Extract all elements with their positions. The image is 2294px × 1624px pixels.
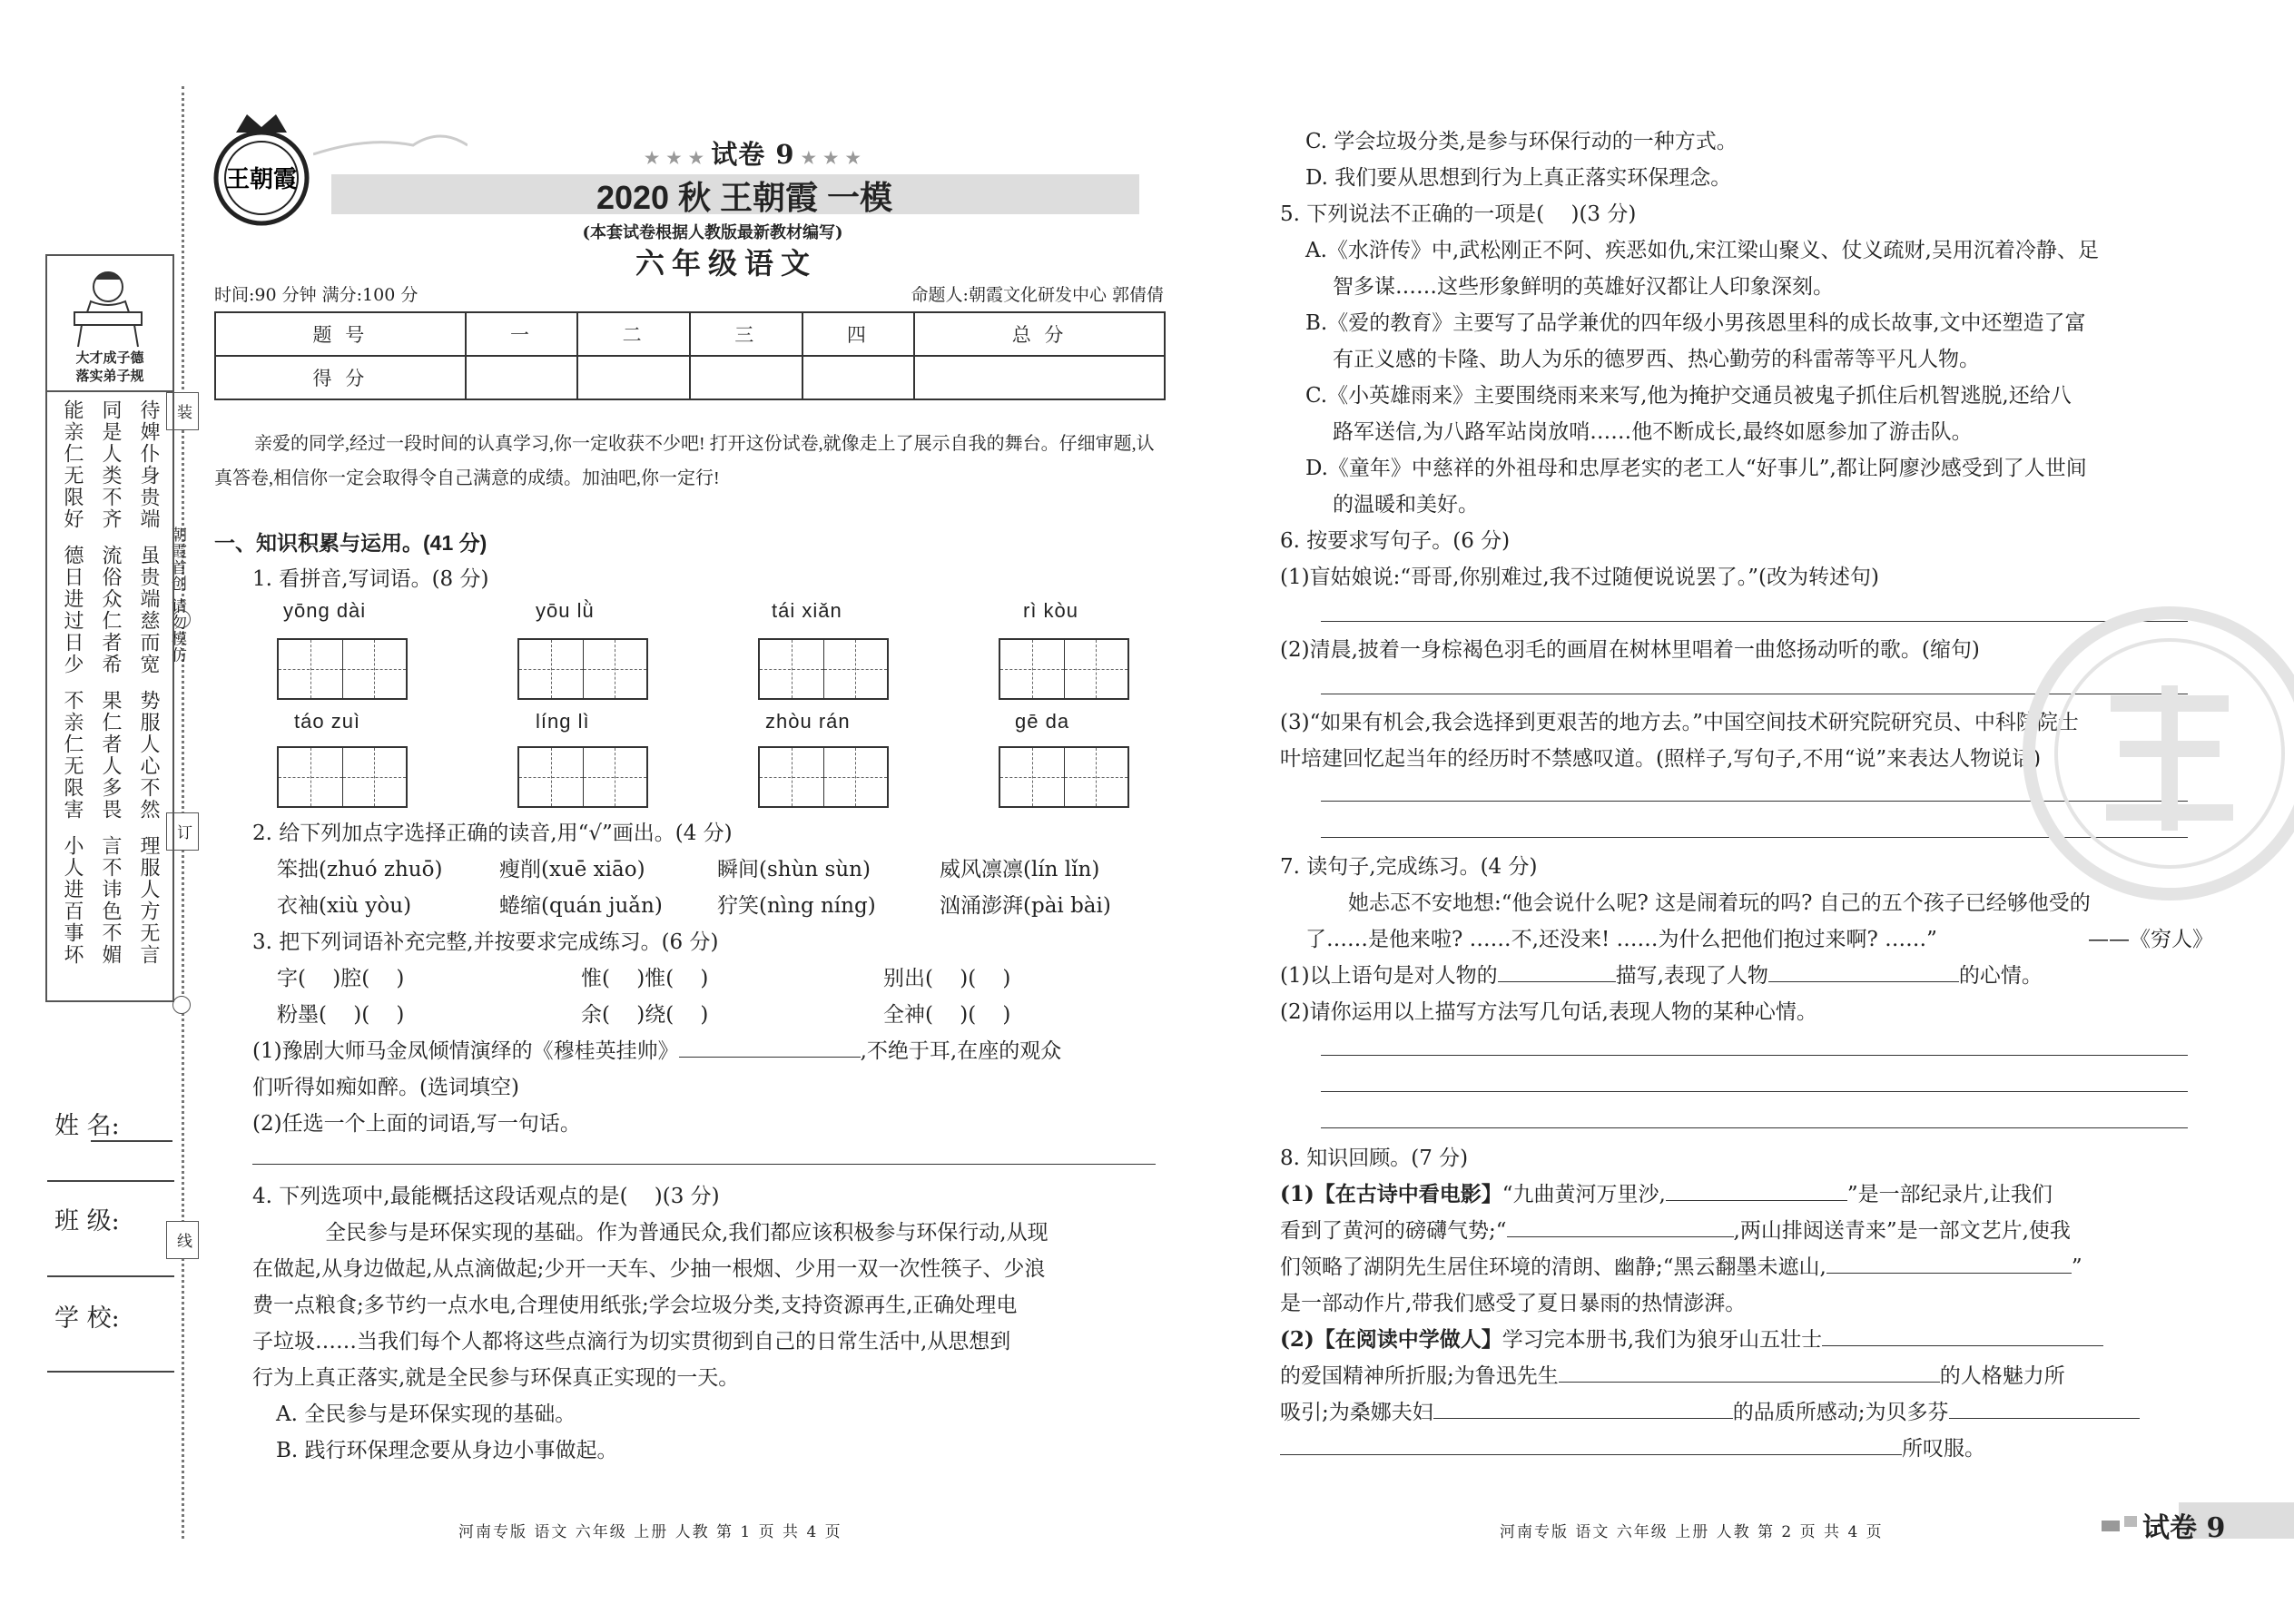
tianzige-box[interactable] [277, 746, 408, 808]
question-text: 所叹服。 [1902, 1437, 1985, 1461]
decor-block [2102, 1521, 2120, 1531]
quote-line: 了……是他来啦? ……不,还没来! ……为什么把他们抱过来啊? ……” [1305, 928, 1937, 951]
rule-column: 不亲仁无限害 [61, 690, 84, 821]
answer-line[interactable] [1321, 1055, 2188, 1056]
scholar-figure-illustration [47, 256, 169, 356]
pinyin-label: tái xiǎn [772, 599, 842, 622]
question-text: 描写,表现了人物 [1615, 964, 1768, 988]
score-table-cell: 三 [690, 312, 802, 356]
question-8: 8. 知识回顾。(7 分) [1280, 1147, 1469, 1170]
pinyin-label: líng lì [536, 710, 590, 733]
quote-line: 她忐忑不安地想:“他会说什么呢? 这是闹着玩的吗? 自己的五个孩子已经够他受的 [1348, 891, 2091, 915]
question-tag: (2)【在阅读中学做人】 [1280, 1327, 1502, 1352]
reading-choice[interactable]: 狞笑(nìng níng) [717, 894, 876, 918]
page-footer: 河南专版 语文 六年级 上册 人教 第 2 页 共 4 页 [1500, 1523, 1884, 1541]
score-table-cell: 得 分 [215, 356, 466, 399]
score-input-cell[interactable] [690, 356, 802, 399]
name-label: 姓 名: [54, 1112, 120, 1140]
fill-idiom[interactable]: 字( )腔( ) [277, 967, 405, 990]
reading-choice[interactable]: 蜷缩(quán juǎn) [499, 894, 663, 918]
fill-idiom[interactable]: 全神( )( ) [883, 1003, 1011, 1027]
question-text: “九曲黄河万里沙, [1501, 1183, 1666, 1206]
time-and-score: 时间:90 分钟 满分:100 分 [214, 285, 418, 305]
author-line: 命题人:朝霞文化研发中心 郭倩倩 [911, 285, 1164, 305]
score-input-cell[interactable] [802, 356, 915, 399]
option-a[interactable]: A. 全民参与是环保实现的基础。 [276, 1403, 576, 1426]
fill-idiom[interactable]: 余( )绕( ) [581, 1003, 709, 1027]
option-line: 智多谋……这些形象鲜明的英雄好汉都让人印象深刻。 [1333, 275, 1834, 299]
score-table-cell: 题 号 [215, 312, 466, 356]
name-line [47, 1180, 174, 1182]
answer-line[interactable] [1321, 1127, 2188, 1128]
option-line: 路军送信,为八路军站岗放哨……他不断成长,最终如愿参加了游击队。 [1333, 420, 1973, 444]
answer-line[interactable] [1321, 1091, 2188, 1092]
exam-number [645, 134, 861, 172]
decor-block [2124, 1516, 2137, 1527]
answer-blank[interactable] [1498, 981, 1616, 982]
answer-row [1280, 1213, 2197, 1249]
answer-blank[interactable] [1768, 981, 1959, 982]
brand-seal-logo [211, 111, 312, 229]
question-1: 1. 看拼音,写词语。(8 分) [252, 567, 489, 591]
passage-line: 费一点粮食;多节约一点水电,合理使用纸张;学会垃圾分类,支持资源再生,正确处理电 [252, 1294, 1018, 1317]
score-input-cell[interactable] [466, 356, 578, 399]
answer-line[interactable] [252, 1164, 1156, 1165]
star-icon: ★ ★ ★ [645, 149, 712, 168]
rule-column: 同是人类不齐 [99, 399, 122, 530]
ribbon-decoration [313, 118, 468, 172]
rule-column: 能亲仁无限好 [61, 399, 84, 530]
tianzige-box[interactable] [999, 746, 1129, 808]
reading-choice[interactable]: 瞬间(shùn sùn) [717, 858, 871, 881]
question-7-2: (2)请你运用以上描写方法写几句话,表现人物的某种心情。 [1280, 1000, 1817, 1024]
pinyin-label: yōng dài [283, 599, 367, 622]
rule-column: 待婢仆身贵端 [137, 399, 160, 530]
score-table-cell: 一 [466, 312, 578, 356]
question-text: 学习完本册书,我们为狼牙山五壮士 [1501, 1328, 1823, 1352]
rule-column: 势服人心不然 [137, 690, 160, 821]
rule-column: 言不讳色不媚 [99, 835, 122, 966]
question-text: 的心情。 [1958, 964, 2043, 988]
tianzige-box[interactable] [517, 746, 648, 808]
pinyin-label: gē da [1015, 710, 1070, 733]
tianzige-box[interactable] [999, 638, 1129, 700]
copyright-note: 朝霞首创 请勿模仿 [168, 527, 186, 664]
motto-line: 落实弟子规 [75, 368, 144, 384]
question-text: 们听得如痴如醉。(选词填空) [252, 1076, 519, 1099]
rule-column: 小人进百事坏 [61, 835, 84, 966]
option-d[interactable]: D. 我们要从思想到行为上真正落实环保理念。 [1305, 166, 1732, 190]
question-text: ,两山排闼送青来”是一部文艺片,使我 [1733, 1219, 2071, 1243]
name-underline [91, 1140, 172, 1142]
page-footer: 河南专版 语文 六年级 上册 人教 第 1 页 共 4 页 [458, 1523, 842, 1541]
reading-passage [252, 1215, 1169, 1469]
answer-row [1280, 1176, 2197, 1213]
question-text: (1)豫剧大师马金凤倾情演绎的《穆桂英挂帅》 [252, 1039, 679, 1063]
option-line: 有正义感的卡隆、助人为乐的德罗西、热心勤劳的科雷蒂等平凡人物。 [1333, 348, 1980, 371]
subject-title: 六年级语文 [635, 246, 817, 281]
question-3-1 [252, 1033, 1061, 1069]
option-line: B.《爱的教育》主要写了品学兼优的四年级小男孩恩里科的成长故事,文中还塑造了富 [1305, 311, 2086, 335]
question-text: 们领略了湖阴先生居住环境的清朗、幽静;“黑云翻墨未遮山, [1280, 1255, 1826, 1279]
question-text: ,不绝于耳,在座的观众 [860, 1039, 1062, 1063]
question-text: 的人格魅力所 [1939, 1364, 2065, 1388]
question-6-1: (1)盲姑娘说:“哥哥,你别难过,我不过随便说说罢了。”(改为转述句) [1280, 566, 1879, 589]
section-heading: 一、知识积累与运用。(41 分) [214, 531, 487, 555]
option-line: C.《小英雄雨来》主要围绕雨来来写,他为掩护交通员被鬼子抓住后机智逃脱,还给八 [1305, 384, 2072, 408]
answer-row [1280, 1394, 2197, 1431]
intro-paragraph: 亲爱的同学,经过一段时间的认真学习,你一定收获不少吧! 打开这份试卷,就像走上了展示自我的舞台。仔细审题,认真答卷,相信你一定会取得令自己满意的成绩。加油吧,你一定行! [214, 434, 1155, 488]
option-line: 的温暖和美好。 [1333, 493, 1479, 517]
tianzige-box[interactable] [758, 746, 889, 808]
binding-tab: 线 [166, 1221, 199, 1259]
answer-blank[interactable] [1559, 1382, 1940, 1383]
name-field[interactable] [54, 1106, 120, 1141]
option-a[interactable] [1305, 232, 2099, 305]
score-table-cell: 总 分 [914, 312, 1165, 356]
pinyin-label: rì kòu [1023, 599, 1079, 622]
question-text: 吸引;为桑娜夫妇 [1280, 1401, 1433, 1424]
question-6: 6. 按要求写句子。(6 分) [1280, 529, 1511, 553]
score-table-cell: 二 [577, 312, 690, 356]
question-text: 叶培建回忆起当年的经历时不禁感叹道。(照样子,写句子,不用“说”来表达人物说话) [1280, 747, 2042, 771]
option-b[interactable]: B. 践行环保理念要从身边小事做起。 [276, 1439, 618, 1462]
reading-choice[interactable]: 威风凛凛(lín lǐn) [940, 858, 1100, 881]
motto-header [47, 256, 172, 392]
question-4: 4. 下列选项中,最能概括这段话观点的是( )(3 分) [252, 1185, 720, 1208]
score-input-cell[interactable] [914, 356, 1165, 399]
option-c[interactable] [1305, 378, 2072, 450]
school-field[interactable] [54, 1298, 120, 1334]
question-text: 的品质所感动;为贝多芬 [1732, 1401, 1949, 1424]
passage-line: 行为上真正落实,就是全民参与环保真正实现的一天。 [252, 1366, 740, 1390]
question-text: (1)以上语句是对人物的 [1280, 964, 1498, 988]
answer-blank[interactable] [1280, 1454, 1902, 1455]
passage-line: 子垃圾……当我们每个人都将这些点滴行为切实贯彻到自己的日常生活中,从思想到 [252, 1330, 1011, 1353]
passage-line: 在做起,从身边做起,从点滴做起;少开一天车、少抽一根烟、少用一双一次性筷子、少浪 [252, 1257, 1046, 1281]
option-b[interactable] [1305, 305, 2086, 378]
answer-row [1280, 1358, 2197, 1394]
exam-number-text: 试卷 9 [711, 139, 795, 170]
class-label: 班 级: [54, 1207, 120, 1235]
answer-blank[interactable] [1826, 1273, 2072, 1274]
question-tag: (1)【在古诗中看电影】 [1280, 1182, 1502, 1206]
question-3: 3. 把下列词语补充完整,并按要求完成练习。(6 分) [252, 930, 719, 954]
class-line [47, 1275, 174, 1277]
option-line: A.《水浒传》中,武松刚正不阿、疾恶如仇,宋江梁山聚义、仗义疏财,吴用沉着冷静、足 [1305, 239, 2099, 262]
question-text: 的爱国精神所折服;为鲁迅先生 [1280, 1364, 1559, 1388]
answer-blank[interactable] [1507, 1236, 1734, 1237]
question-5: 5. 下列说法不正确的一项是( )(3 分) [1280, 202, 1637, 226]
option-line: D.《童年》中慈祥的外祖母和忠厚老实的老工人“好事儿”,都让阿廖沙感受到了人世间 [1305, 457, 2087, 480]
motto-line: 大才成子德 [75, 349, 144, 366]
answer-blank[interactable] [1433, 1418, 1733, 1419]
score-input-cell[interactable] [577, 356, 690, 399]
answer-row: 是一部动作片,带我们感受了夏日暴雨的热情澎湃。 [1280, 1292, 1747, 1315]
answer-blank[interactable] [679, 1057, 861, 1058]
answer-row [1280, 1431, 2197, 1467]
rule-column: 德日进过日少 [61, 545, 84, 675]
score-table-row [215, 356, 1165, 399]
passage-line: 全民参与是环保实现的基础。作为普通民众,我们都应该积极参与环保行动,从现 [325, 1221, 1049, 1245]
binding-hole [172, 996, 191, 1014]
tianzige-box[interactable] [277, 638, 408, 700]
score-table [214, 311, 1166, 400]
question-6-3 [1280, 704, 2079, 777]
question-7: 7. 读句子,完成练习。(4 分) [1280, 855, 1538, 879]
answer-row [1280, 1322, 2197, 1358]
svg-text:王朝霞: 王朝霞 [225, 166, 298, 193]
question-8-1 [1280, 1176, 2197, 1322]
pinyin-label: táo zuì [294, 710, 361, 733]
rules-columns [47, 537, 172, 683]
question-2: 2. 给下列加点字选择正确的读音,用“√”画出。(4 分) [252, 822, 733, 845]
answer-blank[interactable] [1666, 1200, 1847, 1201]
rules-columns [47, 392, 172, 537]
edition-note: (本套试卷根据人教版最新教材编写) [582, 223, 843, 242]
reading-choice[interactable]: 瘦削(xuē xiāo) [499, 858, 645, 881]
binding-tab: 订 [166, 812, 199, 851]
watermark-stamp [2020, 604, 2294, 903]
fill-idiom[interactable]: 粉墨( )( ) [277, 1003, 405, 1027]
question-6-2: (2)清晨,披着一身棕褐色羽毛的画眉在树林里唱着一曲悠扬动听的歌。(缩句) [1280, 638, 1980, 662]
rule-column: 虽贵端慈而宽 [137, 545, 160, 675]
pinyin-label: zhòu rán [765, 710, 851, 733]
question-text: ”是一部纪录片,让我们 [1846, 1183, 2053, 1206]
rule-column: 理服人方无言 [137, 835, 160, 966]
reading-choice[interactable]: 汹涌澎湃(pài bài) [940, 894, 1111, 918]
motto-text [47, 349, 172, 385]
option-d[interactable] [1305, 450, 2087, 523]
fill-idiom[interactable]: 惟( )惟( ) [581, 967, 709, 990]
question-8-2 [1280, 1322, 2197, 1467]
pinyin-label: yōu lǜ [536, 599, 595, 622]
star-icon: ★ ★ ★ [794, 149, 861, 168]
rule-column: 流俗众仁者希 [99, 545, 122, 675]
question-text: (3)“如果有机会,我会选择到更艰苦的地方去。”中国空间技术研究院研究员、中科院院士 [1280, 711, 2079, 734]
rules-columns [47, 683, 172, 828]
quote-source: ——《穷人》 [2088, 928, 2213, 951]
rules-columns [47, 828, 172, 973]
answer-blank[interactable] [1822, 1345, 2103, 1346]
reading-choice[interactable]: 衣袖(xiù yòu) [277, 894, 412, 918]
question-7-1 [1280, 958, 2043, 994]
school-label: 学 校: [54, 1304, 120, 1333]
reading-choice[interactable]: 笨拙(zhuó zhuō) [277, 858, 443, 881]
question-3-2: (2)任选一个上面的词语,写一句话。 [252, 1112, 581, 1136]
score-table-cell: 四 [802, 312, 915, 356]
rule-column: 果仁者人多畏 [99, 690, 122, 821]
score-table-header-row [215, 312, 1165, 356]
tianzige-box[interactable] [758, 638, 889, 700]
school-line [47, 1371, 174, 1373]
class-field[interactable] [54, 1201, 120, 1236]
question-text: 看到了黄河的磅礴气势;“ [1280, 1219, 1507, 1243]
exam-title: 2020 秋 王朝霞 一模 [596, 179, 893, 216]
answer-blank[interactable] [1949, 1418, 2140, 1419]
motto-sidebar [45, 254, 174, 1002]
tianzige-box[interactable] [517, 638, 648, 700]
corner-tag: 试卷 9 [2142, 1512, 2226, 1544]
binding-tab: 装 [166, 392, 199, 430]
fill-idiom[interactable]: 别出( )( ) [883, 967, 1011, 990]
option-c[interactable]: C. 学会垃圾分类,是参与环保行动的一种方式。 [1305, 130, 1738, 153]
answer-row [1280, 1249, 2197, 1285]
question-text: ” [2071, 1255, 2082, 1279]
